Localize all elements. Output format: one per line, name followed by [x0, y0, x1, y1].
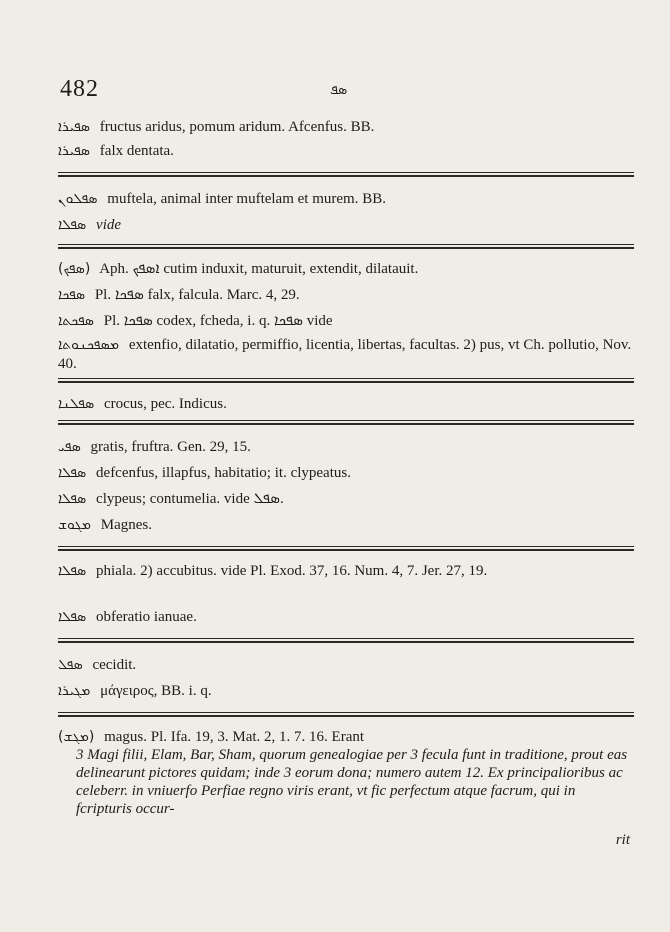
section-separator	[58, 638, 634, 643]
section-separator	[58, 378, 634, 383]
syriac-headword: ܣܦܠ	[58, 657, 83, 673]
section-separator	[58, 420, 634, 425]
syriac-headword: ܣܦܠܐ	[58, 563, 87, 579]
syriac-headword: ܡܓܘܫ	[58, 517, 91, 533]
entry-text: falx dentata.	[99, 143, 174, 159]
entry-text: defcenfus, illapfus, habitatio; it. clypeatus.	[96, 465, 351, 481]
syriac-headword: ܣܦܟܬܐ	[58, 313, 94, 329]
syriac-headword: ܡܓܝܪܐ	[58, 683, 91, 699]
syriac-headword: (ܡܓܫ)	[58, 729, 95, 745]
section-separator	[58, 712, 634, 717]
syriac-headword: ܣܦܠܐ	[58, 491, 87, 507]
entry-text: μάγειρος, BB. i. q.	[100, 683, 212, 699]
entry-text: clypeus; contumelia. vide ܣܦܠ.	[96, 491, 284, 507]
entry-line	[58, 216, 634, 235]
syriac-headword: ܣܦܝܪܐ	[58, 119, 91, 135]
entry-text: fructus aridus, pomum aridum. Afcenfus. BB.	[99, 119, 375, 135]
syriac-headword: (ܣܦܟ)	[58, 261, 91, 277]
entry-text: Pl. ܣܦܟܐ codex, fcheda, i. q. ܣܦܟܐ vide	[103, 313, 333, 329]
entry-text: muftela, animal inter muftelam et murem. BB.	[107, 191, 386, 207]
entry-text: crocus, pec. Indicus.	[103, 396, 227, 412]
entry-line	[58, 728, 634, 746]
entry-text: obferatio ianuae.	[96, 609, 197, 625]
entry-line	[58, 312, 634, 331]
syriac-headword: ܣܦܠܐ	[58, 465, 87, 481]
entry-text: vide	[96, 217, 122, 233]
entry-text: cecidit.	[92, 657, 137, 673]
entry-text: Aph. ܐܣܦܟ cutim induxit, maturuit, extendit, dilatauit.	[99, 261, 419, 277]
syriac-headword: ܣܦܠܢܐ	[58, 396, 95, 412]
entry-line	[58, 464, 634, 483]
entry-line	[58, 336, 634, 374]
syriac-headword: ܣܦܠܐ	[58, 217, 87, 233]
entry-text: phiala. 2) accubitus. vide Pl. Exod. 37, 16. Num. 4, 7. Jer. 27, 19.	[96, 563, 488, 579]
syriac-headword: ܣܦܟܐ	[58, 287, 86, 303]
long-entry	[58, 728, 634, 818]
syriac-headword: ܣܦܝ	[58, 439, 81, 455]
entry-line	[58, 490, 634, 509]
entry-line	[58, 118, 634, 137]
section-separator	[58, 546, 634, 551]
catchword: rit	[615, 832, 630, 848]
entry-line	[58, 516, 634, 535]
entry-line	[58, 286, 634, 305]
entry-line	[58, 190, 634, 209]
entry-text: extenfio, dilatatio, permiffio, licentia, libertas, facultas. 2) pus, vt Ch. pollutio, Nov. 40.	[58, 337, 632, 372]
entry-line	[58, 682, 634, 701]
page-number: 482	[60, 76, 99, 102]
entry-line	[58, 395, 634, 414]
entry-text: magus. Pl. Ifa. 19, 3. Mat. 2, 1. 7. 16. Erant	[104, 729, 365, 745]
entry-line	[58, 260, 634, 279]
entry-line	[58, 142, 634, 161]
entry-line	[58, 656, 634, 675]
entry-line	[58, 562, 634, 581]
entry-line	[58, 438, 634, 457]
long-note: 3 Magi filii, Elam, Bar, Sham, quorum genealogiae per 3 fecula funt in traditione, prout eas delinearunt pictores quidam; inde 3 eorum dona; numero autem 12. Ex principalioribus ac celeberr. in vniuerfo Perfiae regno viris erant, vt fic perfectum atque facrum, qui in fcripturis occur-	[76, 747, 628, 817]
syriac-headword: ܣܦܠܘܢ	[58, 191, 98, 207]
entry-line	[58, 608, 634, 627]
entry-text: Magnes.	[100, 517, 152, 533]
section-separator	[58, 172, 634, 177]
section-separator	[58, 244, 634, 249]
syriac-headword: ܡܣܦܟܢܘܬܐ	[58, 337, 120, 353]
running-head: ܣܦ	[330, 82, 348, 98]
entry-text: Pl. ܣܦܟܐ falx, falcula. Marc. 4, 29.	[94, 287, 300, 303]
syriac-headword: ܣܦܠܐ	[58, 609, 87, 625]
syriac-headword: ܣܦܝܪܐ	[58, 143, 91, 159]
entry-text: gratis, fruftra. Gen. 29, 15.	[90, 439, 251, 455]
